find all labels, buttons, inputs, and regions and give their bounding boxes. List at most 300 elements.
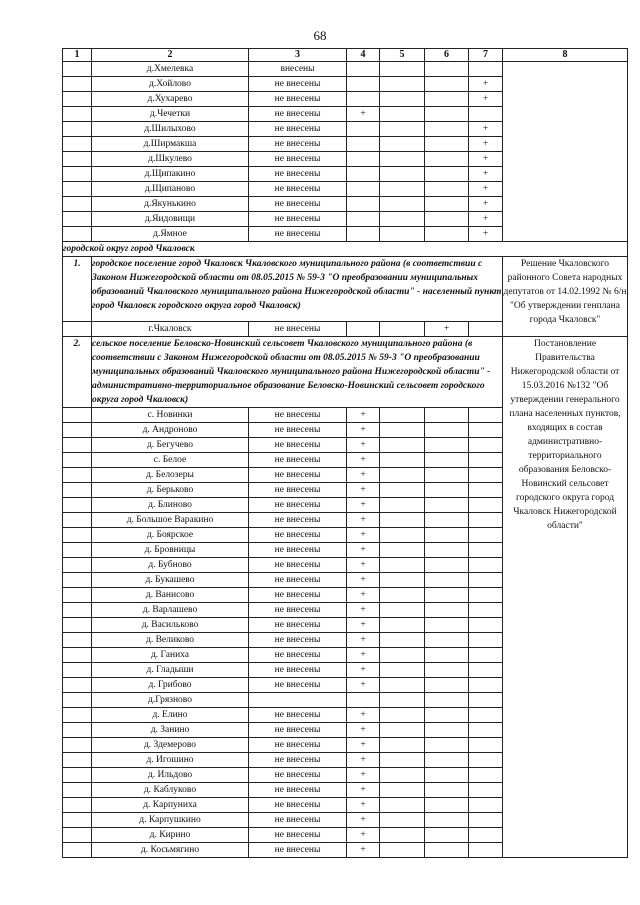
col6-cell: [425, 107, 469, 122]
settlement-status: не внесены: [249, 498, 347, 513]
col1-cell: [63, 813, 92, 828]
col1-cell: [63, 723, 92, 738]
settlement-name: д.Якунькино: [92, 197, 249, 212]
settlement-status: не внесены: [249, 618, 347, 633]
col-1-header: 1: [63, 49, 92, 62]
col1-cell: [63, 708, 92, 723]
col6-cell: [425, 227, 469, 242]
col5-cell: [380, 468, 425, 483]
col4-mark: +: [347, 588, 380, 603]
col6-cell: [425, 558, 469, 573]
settlement-name: д.Хойлово: [92, 77, 249, 92]
col1-cell: [63, 663, 92, 678]
settlement-name: д.Шилыхово: [92, 122, 249, 137]
col1-cell: [63, 438, 92, 453]
col7-mark: [469, 618, 503, 633]
settlement-name: д. Ильдово: [92, 768, 249, 783]
settlement-status: не внесены: [249, 573, 347, 588]
settlement-name: с. Белое: [92, 453, 249, 468]
col4-mark: +: [347, 438, 380, 453]
col7-mark: [469, 843, 503, 858]
col5-cell: [380, 107, 425, 122]
previous-settlements-body: [63, 62, 628, 242]
col5-cell: [380, 783, 425, 798]
col6-cell: [425, 723, 469, 738]
col1-cell: [63, 633, 92, 648]
entry-2-row: [63, 337, 628, 408]
settlement-status: не внесены: [249, 468, 347, 483]
col5-cell: [380, 723, 425, 738]
settlement-name: д.Шкулево: [92, 152, 249, 167]
col4-mark: +: [347, 708, 380, 723]
col1-cell: [63, 152, 92, 167]
col6-cell: [425, 543, 469, 558]
settlement-status: не внесены: [249, 768, 347, 783]
col6-cell: [425, 212, 469, 227]
col7-mark: [469, 483, 503, 498]
col5-cell: [380, 678, 425, 693]
settlement-status: не внесены: [249, 107, 347, 122]
col4-mark: [347, 152, 380, 167]
settlement-name: д.Щипакино: [92, 167, 249, 182]
settlement-status: не внесены: [249, 483, 347, 498]
settlement-name: д. Бровницы: [92, 543, 249, 558]
col5-cell: [380, 633, 425, 648]
settlement-name: д. Гладыши: [92, 663, 249, 678]
col5-cell: [380, 588, 425, 603]
settlement-name: с. Новинки: [92, 408, 249, 423]
col7-mark: [469, 62, 503, 77]
col1-cell: [63, 483, 92, 498]
col4-mark: [347, 693, 380, 708]
col4-mark: +: [347, 783, 380, 798]
col1-cell: [63, 122, 92, 137]
col7-mark: +: [469, 92, 503, 107]
col7-mark: +: [469, 77, 503, 92]
col1-cell: [63, 588, 92, 603]
col6-cell: [425, 618, 469, 633]
settlement-name: д. Андроново: [92, 423, 249, 438]
col5-cell: [380, 663, 425, 678]
col6-cell: [425, 663, 469, 678]
settlement-status: не внесены: [249, 212, 347, 227]
settlement-name: д. Карпушкино: [92, 813, 249, 828]
col7-mark: [469, 588, 503, 603]
entry-1-number: 1.: [63, 257, 92, 322]
col-4-header: 4: [347, 49, 380, 62]
col6-cell: [425, 708, 469, 723]
col6-cell: [425, 197, 469, 212]
col7-mark: [469, 438, 503, 453]
col7-mark: +: [469, 152, 503, 167]
col1-cell: [63, 798, 92, 813]
col4-mark: [347, 137, 380, 152]
col5-cell: [380, 753, 425, 768]
settlement-status: не внесены: [249, 558, 347, 573]
col4-mark: +: [347, 603, 380, 618]
settlement-name: д.Яидовищи: [92, 212, 249, 227]
col6-cell: [425, 528, 469, 543]
col5-cell: [380, 708, 425, 723]
settlement-status: не внесены: [249, 738, 347, 753]
settlement-status: не внесены: [249, 753, 347, 768]
col6-cell: [425, 843, 469, 858]
col7-mark: [469, 558, 503, 573]
col4-mark: +: [347, 678, 380, 693]
settlement-name: д. Бегучево: [92, 438, 249, 453]
settlement-status: не внесены: [249, 408, 347, 423]
col4-mark: [347, 62, 380, 77]
col1-cell: [63, 618, 92, 633]
settlement-name: д. Здемерово: [92, 738, 249, 753]
col6-cell: [425, 77, 469, 92]
col5-cell: [380, 498, 425, 513]
col7-mark: [469, 663, 503, 678]
col6-cell: [425, 588, 469, 603]
col4-mark: +: [347, 738, 380, 753]
col1-cell: [63, 513, 92, 528]
col7-mark: [469, 423, 503, 438]
col1-cell: [63, 137, 92, 152]
col5-cell: [380, 137, 425, 152]
settlement-name: д. Великово: [92, 633, 249, 648]
settlement-name: д. Каблуково: [92, 783, 249, 798]
col4-mark: [347, 197, 380, 212]
col5-cell: [380, 618, 425, 633]
col6-cell: [425, 137, 469, 152]
col5-cell: [380, 528, 425, 543]
col-6-header: 6: [425, 49, 469, 62]
settlement-name: д. Игошино: [92, 753, 249, 768]
col5-cell: [380, 603, 425, 618]
col6-cell: [425, 678, 469, 693]
col4-mark: +: [347, 663, 380, 678]
settlement-status: не внесены: [249, 438, 347, 453]
col4-mark: [347, 182, 380, 197]
col6-cell: [425, 828, 469, 843]
col6-cell: [425, 648, 469, 663]
col7-mark: [469, 498, 503, 513]
entry-2-body: [63, 337, 628, 858]
col1-cell: [63, 212, 92, 227]
col5-cell: [380, 77, 425, 92]
col7-mark: [469, 678, 503, 693]
col5-cell: [380, 813, 425, 828]
col1-cell: [63, 738, 92, 753]
entry-2-description: сельское поселение Беловско-Новинский сельсовет Чкаловского муниципального района (в соответствии с Законом Нижегородской области от 08.05.2015 № 59-3 "О преобразовании муниципальных образований Чкаловского муниципального района Нижегородской области" - административно-территориальное образование Беловско-Новинский сельсовет городского округа город Чкаловск): [92, 337, 503, 408]
col4-mark: [347, 92, 380, 107]
col6-cell: [425, 498, 469, 513]
col6-cell: [425, 423, 469, 438]
col7-mark: [469, 723, 503, 738]
col4-mark: +: [347, 483, 380, 498]
settlement-status: не внесены: [249, 648, 347, 663]
col5-cell: [380, 167, 425, 182]
col4-mark: +: [347, 543, 380, 558]
col-3-header: 3: [249, 49, 347, 62]
col7-mark: [469, 468, 503, 483]
settlement-status: не внесены: [249, 122, 347, 137]
col7-mark: [469, 543, 503, 558]
col7-mark: [469, 738, 503, 753]
col6-cell: [425, 438, 469, 453]
col7-mark: +: [469, 197, 503, 212]
col1-cell: [63, 828, 92, 843]
settlement-name: д. Косьмягино: [92, 843, 249, 858]
settlement-name: д. Кирино: [92, 828, 249, 843]
col-2-header: 2: [92, 49, 249, 62]
col5-cell: [380, 843, 425, 858]
settlement-status: не внесены: [249, 92, 347, 107]
settlement-name: д. Берьково: [92, 483, 249, 498]
settlement-status: не внесены: [249, 813, 347, 828]
col5-cell: [380, 62, 425, 77]
col4-mark: +: [347, 573, 380, 588]
col5-cell: [380, 152, 425, 167]
col5-cell: [380, 768, 425, 783]
col1-cell: [63, 77, 92, 92]
entry-1-description: городское поселение город Чкаловск Чкаловского муниципального района (в соответствии с Законом Нижегородской области от 08.05.2015 № 59-3 "О преобразовании муниципальных образований Чкаловского муниципального района Нижегородской области" - населенный пункт город Чкаловск городского округа город Чкаловск): [92, 257, 503, 322]
settlement-status: не внесены: [249, 798, 347, 813]
col1-cell: [63, 843, 92, 858]
col1-cell: [63, 543, 92, 558]
col4-mark: +: [347, 768, 380, 783]
col4-mark: +: [347, 723, 380, 738]
col5-cell: [380, 212, 425, 227]
col4-mark: +: [347, 408, 380, 423]
col7-mark: [469, 573, 503, 588]
settlement-status: не внесены: [249, 167, 347, 182]
settlement-name: д. Бубново: [92, 558, 249, 573]
col5-cell: [380, 693, 425, 708]
section-title: городской округ город Чкаловск: [63, 242, 628, 257]
settlement-row: [63, 62, 628, 77]
col7-mark: [469, 528, 503, 543]
settlement-status: не внесены: [249, 723, 347, 738]
settlement-status: не внесены: [249, 588, 347, 603]
col4-mark: [347, 227, 380, 242]
col7-mark: [469, 783, 503, 798]
col6-cell: [425, 783, 469, 798]
col7-mark: [469, 453, 503, 468]
settlement-status: не внесены: [249, 152, 347, 167]
col7-mark: [469, 798, 503, 813]
col1-cell: [63, 783, 92, 798]
entry-1-document: Решение Чкаловского районного Совета народных депутатов от 14.02.1992 № 6/н "Об утверждении генплана города Чкаловск": [503, 257, 628, 337]
settlement-name: д. Карпуниха: [92, 798, 249, 813]
col4-mark: +: [347, 423, 380, 438]
col1-cell: [63, 648, 92, 663]
col6-cell: [425, 92, 469, 107]
col-8-header: 8: [503, 49, 628, 62]
settlement-name: д. Васильково: [92, 618, 249, 633]
col4-mark: [347, 77, 380, 92]
settlement-name: д.Хухарево: [92, 92, 249, 107]
settlement-status: не внесены: [249, 633, 347, 648]
col4-mark: +: [347, 828, 380, 843]
col5-cell: [380, 423, 425, 438]
col7-mark: [469, 753, 503, 768]
settlement-status: внесены: [249, 62, 347, 77]
col1-cell: [63, 453, 92, 468]
col1-cell: [63, 167, 92, 182]
col5-cell: [380, 122, 425, 137]
col6-cell: [425, 408, 469, 423]
col5-cell: [380, 182, 425, 197]
col4-mark: +: [347, 468, 380, 483]
col7-mark: [469, 768, 503, 783]
settlement-name: д.Чечетки: [92, 107, 249, 122]
settlement-status: не внесены: [249, 423, 347, 438]
col5-cell: [380, 453, 425, 468]
settlement-mark: +: [425, 322, 469, 337]
settlement-status: не внесены: [249, 453, 347, 468]
col5-cell: [380, 408, 425, 423]
col4-mark: +: [347, 633, 380, 648]
col5-cell: [380, 92, 425, 107]
col1-cell: [63, 423, 92, 438]
page-number: 68: [313, 28, 327, 43]
col4-mark: [347, 122, 380, 137]
col7-mark: [469, 708, 503, 723]
col7-mark: [469, 408, 503, 423]
col1-cell: [63, 62, 92, 77]
settlement-name: д. Ванисово: [92, 588, 249, 603]
settlement-status: не внесены: [249, 528, 347, 543]
col-5-header: 5: [380, 49, 425, 62]
col7-mark: [469, 513, 503, 528]
col6-cell: [425, 798, 469, 813]
col6-cell: [425, 768, 469, 783]
col5-cell: [380, 543, 425, 558]
col1-cell: [63, 573, 92, 588]
col8-empty-cell: [503, 62, 628, 242]
col7-mark: [469, 633, 503, 648]
settlement-name: д.Ширмакша: [92, 137, 249, 152]
col7-mark: [469, 828, 503, 843]
col5-cell: [380, 798, 425, 813]
col5-cell: [380, 483, 425, 498]
col7-mark: +: [469, 212, 503, 227]
col7-mark: [469, 813, 503, 828]
col1-cell: [63, 107, 92, 122]
col5-cell: [380, 197, 425, 212]
settlement-status: не внесены: [249, 182, 347, 197]
col4-mark: +: [347, 813, 380, 828]
col7-mark: +: [469, 137, 503, 152]
col1-cell: [63, 768, 92, 783]
entry-1-row: [63, 257, 628, 322]
col1-cell: [63, 227, 92, 242]
col6-cell: [425, 738, 469, 753]
col6-cell: [425, 62, 469, 77]
col1-cell: [63, 753, 92, 768]
col4-mark: [347, 212, 380, 227]
settlement-name: д. Ганиха: [92, 648, 249, 663]
col1-cell: [63, 408, 92, 423]
col6-cell: [425, 468, 469, 483]
col6-cell: [425, 633, 469, 648]
col4-mark: [347, 167, 380, 182]
col6-cell: [425, 483, 469, 498]
col7-mark: +: [469, 122, 503, 137]
settlement-name: д.Грязново: [92, 693, 249, 708]
settlement-name: д.Щипаново: [92, 182, 249, 197]
settlement-status: [249, 693, 347, 708]
col5-cell: [380, 558, 425, 573]
settlement-name: д. Занино: [92, 723, 249, 738]
col1-cell: [63, 498, 92, 513]
col1-cell: [63, 197, 92, 212]
section-body: [63, 242, 628, 337]
col6-cell: [425, 813, 469, 828]
settlement-status: не внесены: [249, 603, 347, 618]
col6-cell: [425, 573, 469, 588]
col5-cell: [380, 573, 425, 588]
col4-mark: +: [347, 753, 380, 768]
col7-mark: [469, 648, 503, 663]
col4-mark: +: [347, 513, 380, 528]
settlement-status: не внесены: [249, 137, 347, 152]
settlement-status: не внесены: [249, 843, 347, 858]
settlement-status: не внесены: [249, 708, 347, 723]
settlement-status: не внесены: [249, 783, 347, 798]
settlement-name: д. Грибово: [92, 678, 249, 693]
settlement-status: не внесены: [249, 197, 347, 212]
settlement-name: д. Елино: [92, 708, 249, 723]
settlement-status: не внесены: [249, 227, 347, 242]
col1-cell: [63, 558, 92, 573]
column-numbers-row: [63, 49, 628, 62]
settlement-name: д. Большое Варакино: [92, 513, 249, 528]
settlement-name: д. Букашево: [92, 573, 249, 588]
col4-mark: +: [347, 453, 380, 468]
col7-mark: [469, 107, 503, 122]
settlement-status: не внесены: [249, 543, 347, 558]
col6-cell: [425, 152, 469, 167]
col7-mark: +: [469, 227, 503, 242]
col1-cell: [63, 678, 92, 693]
settlement-name: г.Чкаловск: [92, 322, 249, 337]
col6-cell: [425, 122, 469, 137]
col-7-header: 7: [469, 49, 503, 62]
col5-cell: [380, 438, 425, 453]
col6-cell: [425, 453, 469, 468]
col5-cell: [380, 648, 425, 663]
settlement-name: д.Ямное: [92, 227, 249, 242]
col1-cell: [63, 528, 92, 543]
col1-cell: [63, 182, 92, 197]
settlement-status: не внесены: [249, 513, 347, 528]
col5-cell: [380, 227, 425, 242]
col6-cell: [425, 167, 469, 182]
col7-mark: +: [469, 182, 503, 197]
col7-mark: [469, 603, 503, 618]
col4-mark: +: [347, 558, 380, 573]
settlement-name: д. Белозеры: [92, 468, 249, 483]
col6-cell: [425, 753, 469, 768]
col5-cell: [380, 828, 425, 843]
settlement-name: д. Варлашево: [92, 603, 249, 618]
settlement-name: д. Блиново: [92, 498, 249, 513]
col6-cell: [425, 182, 469, 197]
col1-cell: [63, 603, 92, 618]
settlement-status: не внесены: [249, 678, 347, 693]
col4-mark: +: [347, 798, 380, 813]
col1-cell: [63, 468, 92, 483]
col4-mark: +: [347, 107, 380, 122]
col6-cell: [425, 693, 469, 708]
